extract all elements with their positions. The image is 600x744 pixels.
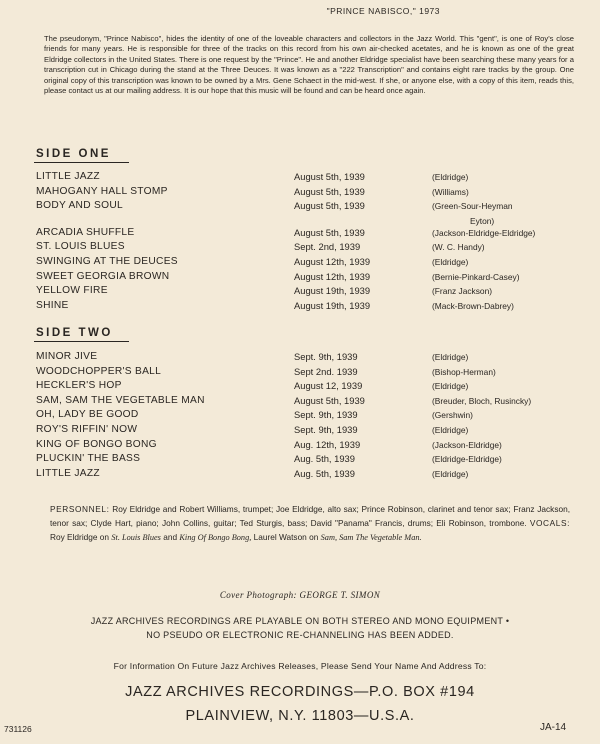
vocals-text-2: Laurel Watson on	[253, 532, 319, 542]
track-title: WOODCHOPPER'S BALL	[36, 365, 162, 377]
track-row	[0, 255, 600, 270]
track-row	[0, 394, 600, 409]
track-composer: (Eldridge)	[432, 172, 469, 182]
personnel-text: Roy Eldridge and Robert Williams, trumpet; Joe Eldridge, alto sax; Prince Robinson, clarinet and tenor sax; Franz Jackson, tenor sax; Clyde Hart, piano; John Collins, guitar; Ted Sturgis, bass; David "Panama" Francis, drums; Eli Robinson, trombone.	[50, 504, 570, 528]
track-title: OH, LADY BE GOOD	[36, 409, 139, 421]
track-title: SWINGING AT THE DEUCES	[36, 255, 178, 267]
track-row	[0, 170, 600, 185]
track-composer: (Jackson-Eldridge-Eldridge)	[432, 227, 536, 238]
track-row	[0, 185, 600, 200]
vocals-song-2: King Of Bongo Bong,	[179, 533, 252, 542]
track-composer: (Gershwin)	[432, 410, 473, 421]
track-title: MAHOGANY HALL STOMP	[36, 185, 168, 197]
vocals-text-1: Roy Eldridge on	[50, 532, 110, 542]
track-row	[0, 452, 600, 467]
track-title: HECKLER'S HOP	[36, 380, 122, 392]
track-composer: (Eldridge)	[432, 424, 469, 435]
track-row	[0, 423, 600, 438]
personnel-block	[50, 502, 570, 545]
cover-photo-credit: Cover Photograph: GEORGE T. SIMON	[219, 590, 381, 600]
track-date: August 5th, 1939	[294, 226, 365, 238]
page-title: "PRINCE NABISCO," 1973	[326, 6, 440, 16]
info-line: For Information On Future Jazz Archives Releases, Please Send Your Name And Address To:	[113, 661, 487, 671]
track-title: LITTLE JAZZ	[36, 467, 100, 479]
track-composer: (Eldridge)	[432, 352, 469, 362]
track-title: LITTLE JAZZ	[36, 171, 100, 182]
track-row	[0, 240, 600, 255]
track-date: Sept. 9th, 1939	[294, 423, 358, 435]
track-composer: (Eldridge)	[432, 256, 469, 267]
track-row	[0, 365, 600, 380]
track-row	[0, 199, 600, 214]
track-date: Aug. 12th, 1939	[294, 438, 361, 450]
side-one-heading: SIDE ONE	[36, 148, 111, 160]
side-two-heading: SIDE TWO	[36, 327, 113, 339]
track-date: Sept. 9th, 1939	[294, 409, 358, 421]
side-one-rule	[34, 162, 129, 163]
track-title: SHINE	[36, 299, 69, 311]
track-title: KING OF BONGO BONG	[36, 438, 157, 450]
track-title: ARCADIA SHUFFLE	[36, 226, 135, 238]
track-date: Sept. 9th, 1939	[294, 351, 358, 362]
track-row	[0, 299, 600, 314]
track-date: Aug. 5th, 1939	[294, 453, 355, 465]
track-date: August 19th, 1939	[294, 299, 371, 311]
playback-notice	[0, 614, 600, 642]
side-two-track-list	[0, 350, 600, 481]
catalog-code-left: 731126	[4, 724, 32, 734]
track-row	[0, 226, 600, 241]
track-composer: (Eldridge)	[432, 381, 469, 392]
track-row	[0, 214, 600, 226]
track-title: ST. LOUIS BLUES	[36, 241, 125, 253]
track-title: MINOR JIVE	[36, 351, 98, 362]
track-row	[0, 438, 600, 453]
track-composer: (Jackson-Eldridge)	[432, 439, 502, 450]
track-title: SWEET GEORGIA BROWN	[36, 270, 170, 282]
track-composer: Eyton)	[470, 215, 495, 226]
track-composer: (Franz Jackson)	[432, 286, 493, 297]
track-row	[0, 284, 600, 299]
track-composer: (Mack-Brown-Dabrey)	[432, 300, 514, 311]
track-date: August 19th, 1939	[294, 285, 371, 297]
track-composer: (Breuder, Bloch, Rusincky)	[432, 395, 532, 406]
track-row	[0, 379, 600, 394]
vocals-label: VOCALS:	[529, 518, 570, 528]
personnel-label: PERSONNEL:	[50, 504, 110, 514]
address-line-1: JAZZ ARCHIVES RECORDINGS—P.O. BOX #194	[125, 684, 475, 700]
track-composer: (Eldridge-Eldridge)	[432, 454, 502, 465]
track-title: BODY AND SOUL	[36, 200, 123, 212]
notice-line-2: NO PSEUDO OR ELECTRONIC RE-CHANNELING HAS BEEN ADDED.	[146, 630, 454, 640]
track-date: August 5th, 1939	[294, 185, 365, 197]
track-composer: (Williams)	[432, 186, 469, 197]
track-row	[0, 350, 600, 365]
track-row	[0, 270, 600, 285]
track-date: August 12, 1939	[294, 380, 363, 392]
catalog-code-right: JA-14	[540, 722, 567, 733]
track-row	[0, 408, 600, 423]
track-composer: (W. C. Handy)	[432, 242, 485, 253]
vocals-song-3: Sam, Sam The Vegetable Man.	[320, 533, 422, 542]
vocals-and: and	[163, 532, 178, 542]
side-two-rule	[34, 341, 129, 342]
track-date: August 12th, 1939	[294, 255, 371, 267]
track-date: Aug. 5th, 1939	[294, 467, 355, 479]
track-row	[0, 467, 600, 482]
address-line-2: PLAINVIEW, N.Y. 11803—U.S.A.	[185, 708, 415, 724]
track-title: PLUCKIN' THE BASS	[36, 453, 141, 465]
intro-paragraph: The pseudonym, "Prince Nabisco", hides the identity of one of the loveable characters and collectors in the Jazz World. This "gent", is one of Roy's close friends for many years. He is responsible for three of the tracks on this record from his own air-checked acetates, and he is known as one of the great Eldridge collectors in the United States. There is one request by the "Prince". He and another Eldridge specialist have been searching these many years for a transcription cut in Chicago during the stand at the Three Deuces. It was known as a "222 Transcription" and contains eight rare tracks by the group. One original copy of this transcription was known to be owned by a Mrs. Gene Schaect in the mid-west. If she, or anyone else, with a copy of this item, reads this, please contact us at our mailing address. It is our hope that this music will be found and can be heard once again.	[44, 34, 574, 96]
track-title: ROY'S RIFFIN' NOW	[36, 423, 138, 435]
track-date: Sept 2nd. 1939	[294, 365, 358, 377]
track-date: August 5th, 1939	[294, 200, 365, 212]
track-title: YELLOW FIRE	[36, 285, 108, 297]
track-date: August 5th, 1939	[294, 171, 365, 182]
vocals-song-1: St. Louis Blues	[111, 533, 161, 542]
track-composer: (Bernie-Pinkard-Casey)	[432, 271, 520, 282]
track-composer: (Bishop-Herman)	[432, 366, 496, 377]
notice-line-1: JAZZ ARCHIVES RECORDINGS ARE PLAYABLE ON BOTH STEREO AND MONO EQUIPMENT •	[90, 616, 510, 626]
track-composer: (Eldridge)	[432, 468, 469, 479]
track-date: August 12th, 1939	[294, 270, 371, 282]
track-date: August 5th, 1939	[294, 394, 365, 406]
track-title: SAM, SAM THE VEGETABLE MAN	[36, 394, 205, 406]
side-one-track-list	[0, 170, 600, 313]
track-composer: (Green-Sour-Heyman	[432, 201, 513, 212]
track-date: Sept. 2nd, 1939	[294, 241, 361, 253]
